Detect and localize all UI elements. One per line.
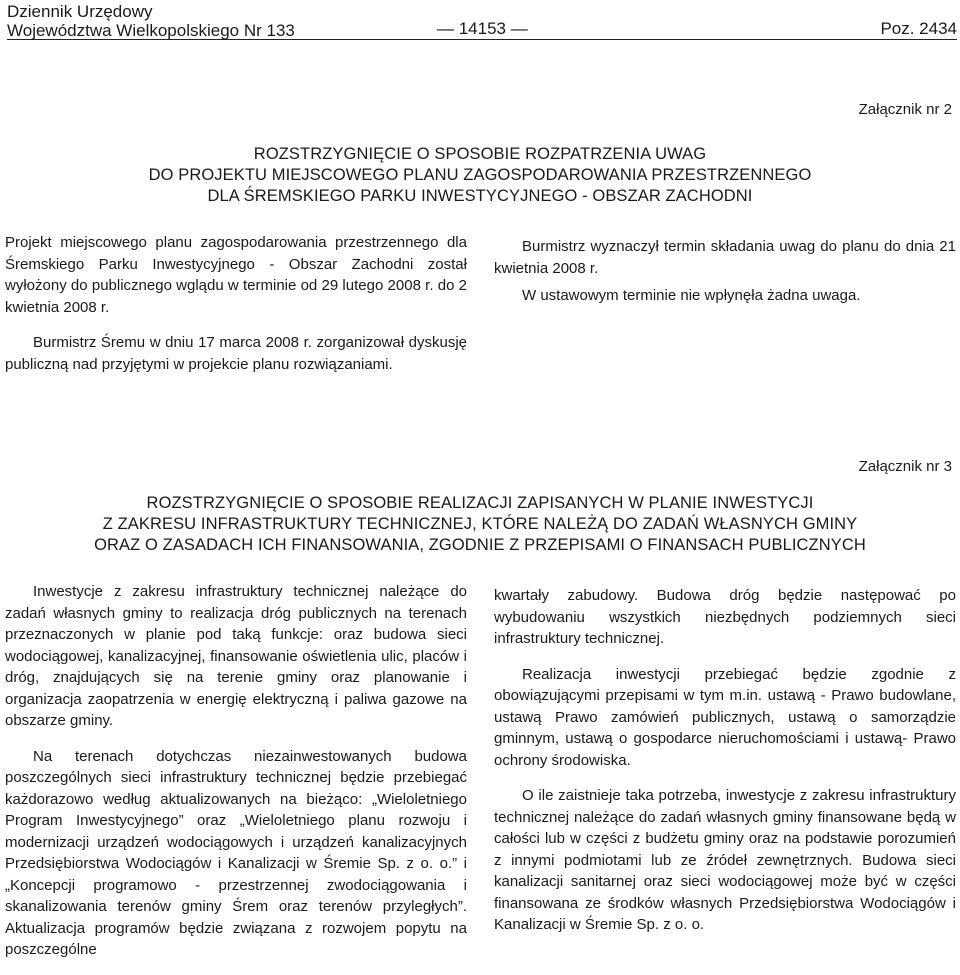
annex-3-title-line-2: Z ZAKRESU INFRASTRUKTURY TECHNICZNEJ, KTÓRE NALEŻĄ DO ZADAŃ WŁASNYCH GMINY <box>102 515 858 533</box>
annex-2-left-paragraph-1: Projekt miejscowego planu zagospodarowania przestrzennego dla Śremskiego Parku Inwestycyjnego - Obszar Zachodni został wyłożony do publicznego wglądu w terminie od 29 lutego 2008 r. do 2 kwietnia 2008 r. <box>5 234 467 316</box>
annex-3-title-line-1: ROZSTRZYGNIĘCIE O SPOSOBIE REALIZACJI ZAPISANYCH W PLANIE INWESTYCJI <box>146 494 814 512</box>
annex-3-left-paragraph-1: Inwestycje z zakresu infrastruktury technicznej należące do zadań własnych gminy to realizacja dróg publicznych na terenach przeznaczonych w planie pod taką funkcje: oraz budowa sieci wodociągowej, kanalizacyjnej, finansowanie oświetlenia ulic, placów i dróg, znajdujących się na terenie gminy oraz planowanie i organizacja zaopatrzenia w energię elektryczną i paliwa gazowe na obszarze gminy. <box>5 583 467 729</box>
annex-3-left-column <box>5 581 467 975</box>
annex-2-right-paragraph-2: W ustawowym terminie nie wpłynęła żadna uwaga. <box>522 287 861 304</box>
annex-2-title-line-1: ROZSTRZYGNIĘCIE O SPOSOBIE ROZPATRZENIA UWAG <box>253 145 707 163</box>
publication-line-2: Województwa Wielkopolskiego Nr 133 <box>7 21 295 40</box>
annex-3-right-paragraph-1: kwartały zabudowy. Budowa dróg będzie następować po wybudowaniu wszystkich niezbędnych podziemnych sieci infrastruktury technicznej. <box>494 587 956 647</box>
annex-3-label: Załącznik nr 3 <box>858 458 952 475</box>
annex-2-title-line-2: DO PROJEKTU MIEJSCOWEGO PLANU ZAGOSPODAROWANIA PRZESTRZENNEGO <box>148 166 812 184</box>
annex-3-right-paragraph-2: Realizacja inwestycji przebiegać będzie zgodnie z obowiązującymi przepisami w tym m.in. ustawą - Prawo budowlane, ustawą Prawo zamówień publicznych, ustawą o samorządzie gminnym, ustawą o gospodarce nieruchomościami i ustawą- Prawo ochrony środowiska. <box>494 665 956 769</box>
annex-3-right-paragraph-3: O ile zaistnieje taka potrzeba, inwestycje z zakresu infrastruktury technicznej należące do zadań własnych gminy finansowane będą w całości lub w części z budżetu gminy oraz na podstawie porozumień z innymi podmiotami lub ze źródeł zewnętrznych. Budowa sieci kanalizacji sanitarnej oraz sieci wodociągowej może być w części finansowana ze środków własnych Przedsiębiorstwa Wodociągów i Kanalizacji w Śremie Sp. z o. o. <box>494 787 956 933</box>
annex-3-title-line-3: ORAZ O ZASADACH ICH FINANSOWANIA, ZGODNIE Z PRZEPISAMI O FINANSACH PUBLICZNYCH <box>94 536 866 554</box>
annex-2-left-column <box>5 232 467 389</box>
annex-2-right-column <box>494 236 956 321</box>
annex-3-left-paragraph-2: Na terenach dotychczas niezainwestowanych budowa poszczególnych sieci infrastruktury technicznej będzie przebiegać każdorazowo według aktualizowanych na bieżąco: „Wieloletniego Program Inwestycyjnego” oraz „Wieloletniego planu rozwoju i modernizacji urządzeń wodociągowych i urządzeń kanalizacyjnych Przedsiębiorstwa Wodociągów i Kanalizacji w Śremie Sp. z o. o.” i „Koncepcji programowo - przestrzennej zwodociągowania i skanalizowania terenów gminy Śrem oraz terenów przyległych”. Aktualizacja programów będzie związana z rozwojem popytu na poszczególne <box>5 747 467 958</box>
position-number: Poz. 2434 <box>880 19 957 38</box>
running-header <box>7 0 957 40</box>
annex-2-left-paragraph-2: Burmistrz Śremu w dniu 17 marca 2008 r. zorganizował dyskusję publiczną nad przyjętymi w projekcie planu rozwiązaniami. <box>5 334 467 373</box>
annex-2-label: Załącznik nr 2 <box>858 101 952 118</box>
annex-2-title-line-3: DLA ŚREMSKIEGO PARKU INWESTYCYJNEGO - OBSZAR ZACHODNI <box>207 187 753 205</box>
annex-3-right-column <box>494 585 956 950</box>
annex-2-right-paragraph-1: Burmistrz wyznaczył termin składania uwag do planu do dnia 21 kwietnia 2008 r. <box>494 238 956 277</box>
annex-3-title <box>0 493 960 556</box>
header-rule <box>7 39 957 40</box>
page-number: — 14153 — <box>437 19 528 38</box>
annex-2-title <box>0 144 960 207</box>
publication-line-1: Dziennik Urzędowy <box>7 2 153 21</box>
publication-title <box>7 2 295 40</box>
